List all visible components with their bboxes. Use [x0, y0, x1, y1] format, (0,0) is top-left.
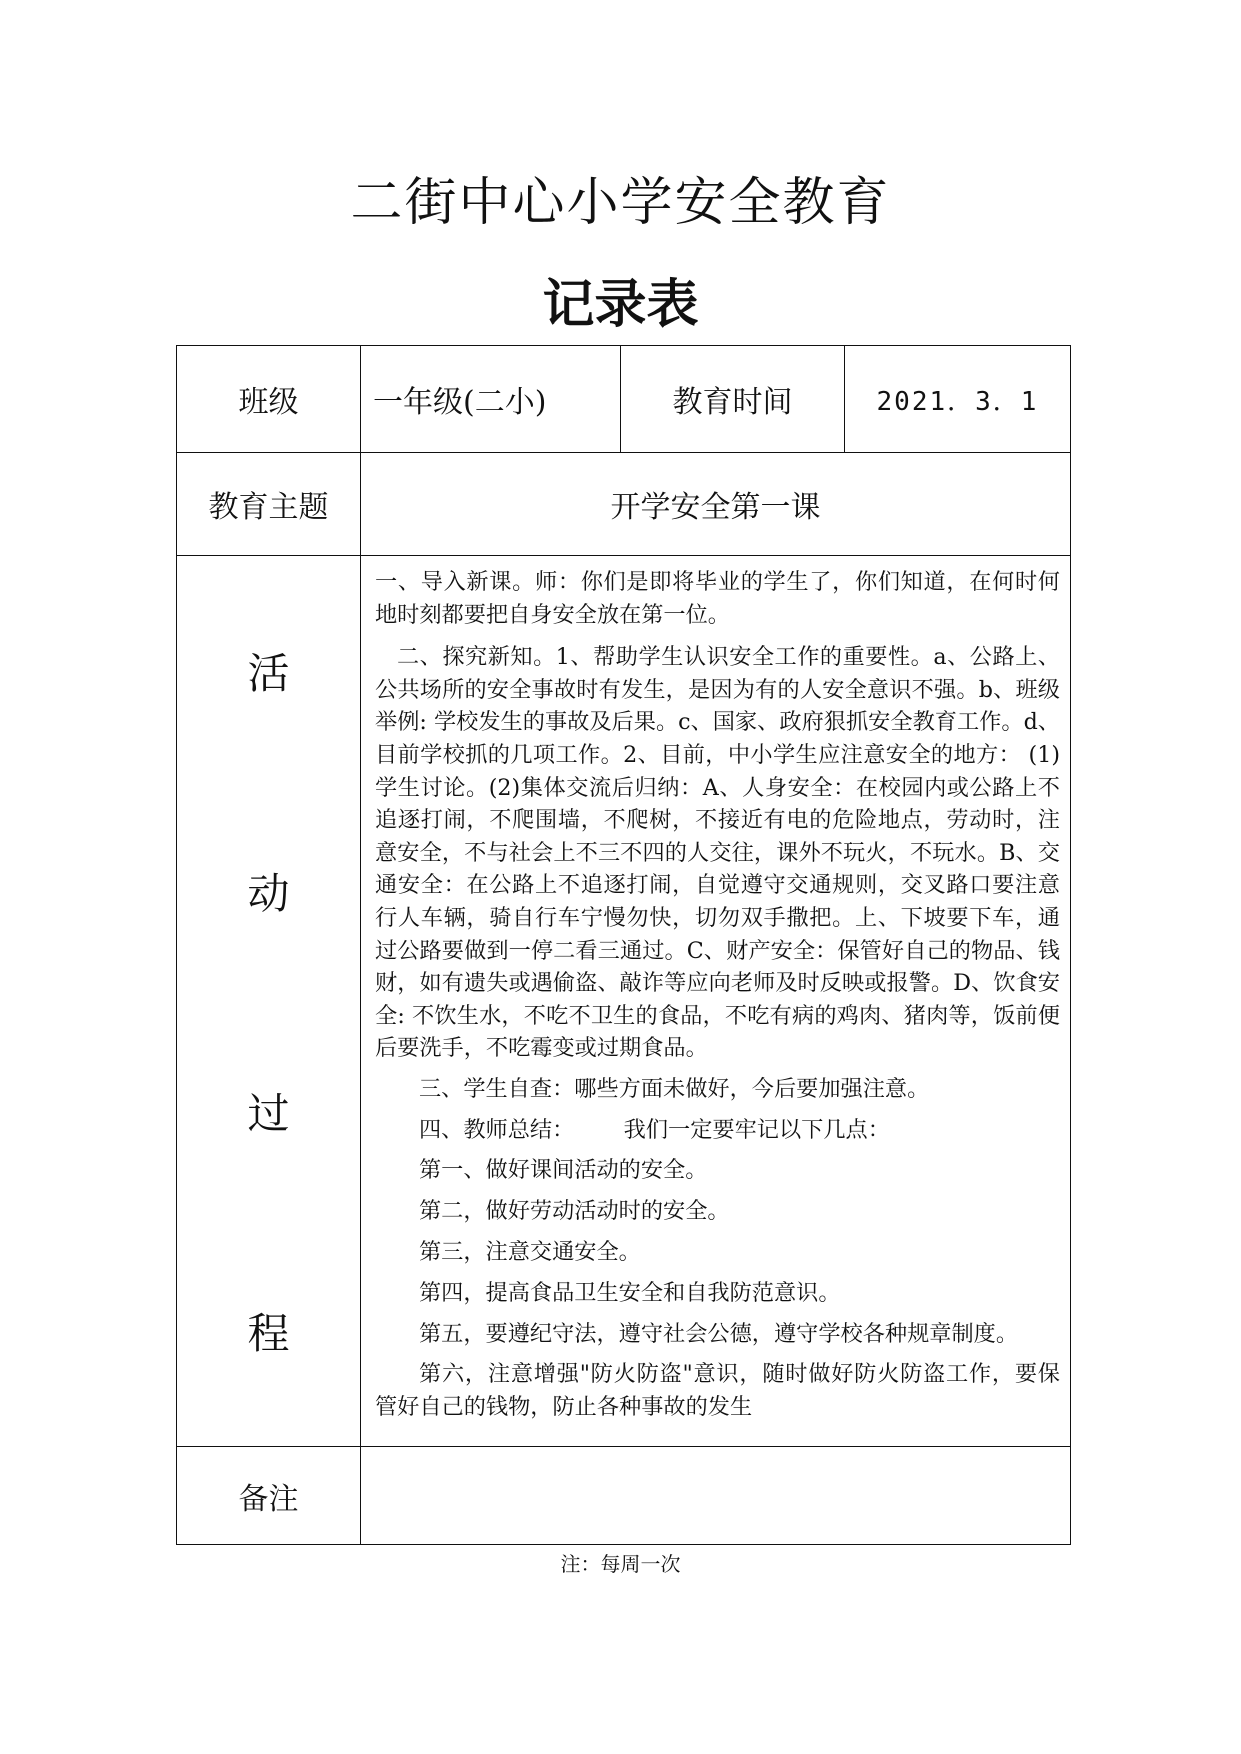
- table-row-activity: [177, 556, 1071, 1447]
- remark-label: 备注: [177, 1447, 361, 1545]
- activity-paragraph: 三、学生自查：哪些方面未做好，今后要加强注意。: [419, 1075, 930, 1102]
- class-label: 班级: [177, 346, 361, 453]
- activity-paragraph: 第二，做好劳动活动时的安全。: [419, 1198, 730, 1225]
- activity-label-char: 程: [247, 1309, 290, 1358]
- table-row-topic: [177, 453, 1071, 556]
- activity-paragraph: 第三，注意交通安全。: [419, 1239, 641, 1266]
- activity-paragraph: 一、导入新课。师：你们是即将毕业的学生了，你们知道，在何时何地时刻都要把自身安全放在第一位。: [375, 569, 1060, 628]
- footer-note: 注：每周一次: [560, 1552, 681, 1576]
- activity-label-cell: [177, 556, 361, 1447]
- record-table: [176, 345, 1071, 1545]
- activity-paragraph: 第六，注意增强"防火防盗"意识，随时做好防火防盗工作，要保管好自己的钱物，防止各种事故的发生: [375, 1361, 1060, 1420]
- document-subtitle: 记录表: [542, 275, 699, 335]
- activity-paragraph: 四、教师总结： 我们一定要牢记以下几点：: [419, 1116, 890, 1143]
- activity-paragraph: 第一、做好课间活动的安全。: [419, 1157, 708, 1184]
- activity-label-char: 过: [247, 1089, 290, 1138]
- table-row-remark: [177, 1447, 1071, 1545]
- remark-value: [361, 1447, 1071, 1545]
- activity-paragraph: 第五，要遵纪守法，遵守社会公德，遵守学校各种规章制度。: [419, 1320, 1019, 1347]
- education-time-label: 教育时间: [621, 346, 845, 453]
- activity-label-char: 活: [247, 649, 290, 698]
- document-title: 二街中心小学安全教育: [350, 173, 891, 233]
- activity-label-char: 动: [247, 869, 290, 918]
- topic-value: 开学安全第一课: [361, 453, 1071, 556]
- class-value: 一年级(二小): [361, 346, 621, 453]
- activity-paragraph: 二、探究新知。1、帮助学生认识安全工作的重要性。a、公路上、公共场所的安全事故时有发生，是因为有的人安全意识不强。b、班级举例: 学校发生的事故及后果。c、国家、政府狠抓安全教育工作。d、目前学校抓的几项工作。2、目前，中小学生应注意安全的地方： (1)学生讨论。(2)集体交流后归纳：A、人身安全：在校园内或公路上不追逐打闹，不爬围墙，不爬树，不接近有电的危险地点，劳动时，注意安全，不与社会上不三不四的人交往，课外不玩火，不玩水。B、交通安全：在公路上不追逐打闹，自觉遵守交通规则，交叉路口要注意行人车辆，骑自行车宁慢勿快，切勿双手撒把。上、下坡要下车，通过公路要做到一停二看三通过。C、财产安全：保管好自己的物品、钱财，如有遗失或遇偷盗、敲诈等应向老师及时反映或报警。D、饮食安全: 不饮生水，不吃不卫生的食品，不吃有病的鸡肉、猪肉等，饭前便后要洗手，不吃霉变或过期食品。: [375, 644, 1060, 1062]
- topic-label: 教育主题: [177, 453, 361, 556]
- table-row-class: [177, 346, 1071, 453]
- activity-paragraph: 第四，提高食品卫生安全和自我防范意识。: [419, 1279, 841, 1306]
- activity-content: [361, 556, 1071, 1447]
- activity-label: [177, 641, 360, 1361]
- education-time-value: 2021．3．1: [845, 346, 1071, 453]
